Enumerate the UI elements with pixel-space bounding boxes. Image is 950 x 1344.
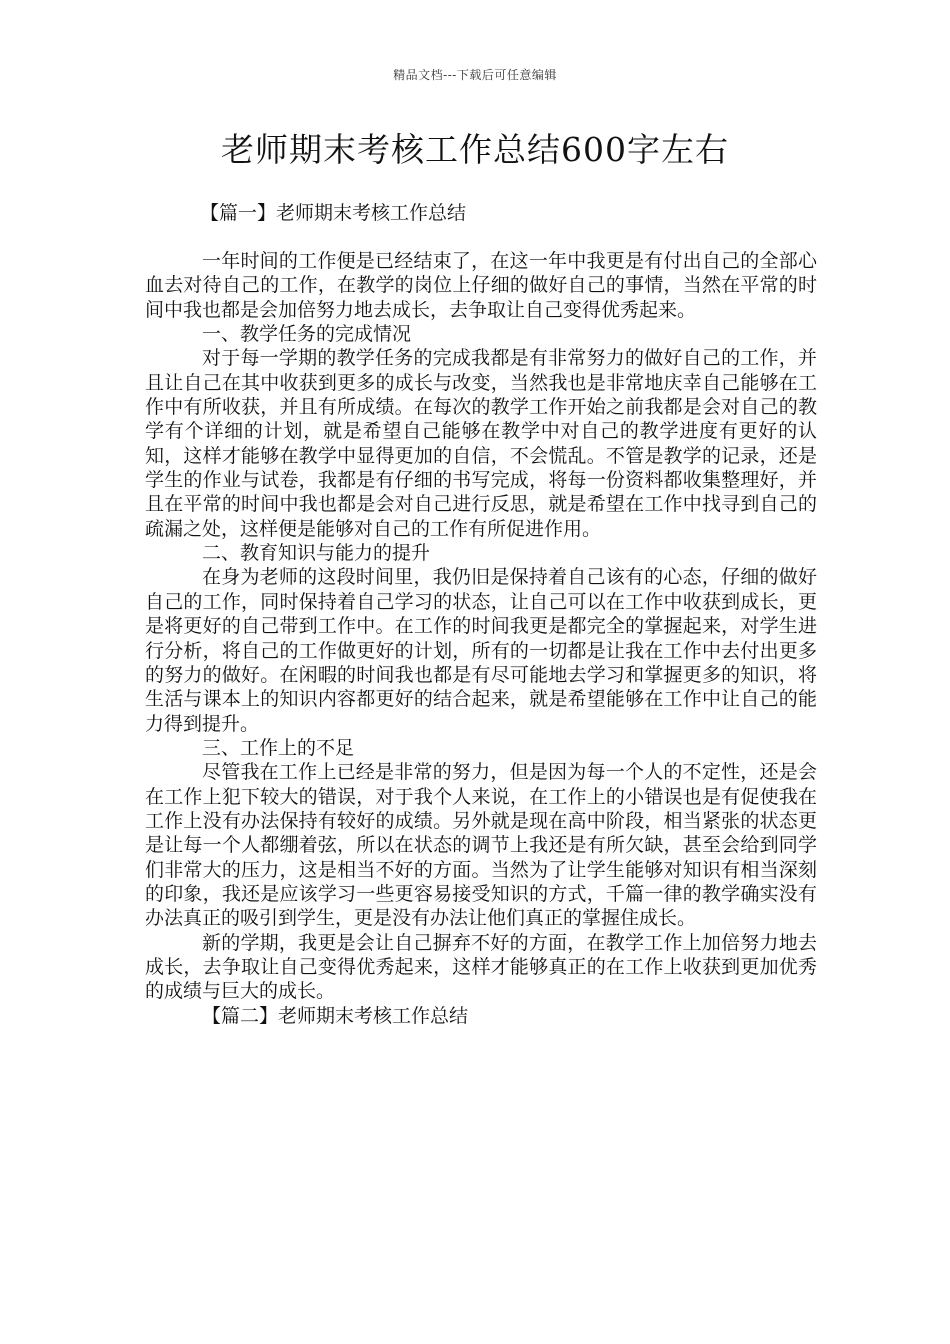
document-body	[145, 249, 817, 1028]
section-heading-2: 【篇二】老师期末考核工作总结	[202, 1004, 469, 1027]
subheading-1: 一、教学任务的完成情况	[202, 323, 412, 346]
subheading-3: 三、工作上的不足	[202, 736, 355, 759]
section-heading-1: 【篇一】老师期末考核工作总结	[200, 202, 467, 224]
subheading-2: 二、教育知识与能力的提升	[202, 542, 431, 565]
header-note: 精品文档---下载后可任意编辑	[393, 68, 557, 82]
paragraph-3: 尽管我在工作上已经是非常的努力，但是因为每一个人的不定性，还是会在工作上犯下较大的错误，对于我个人来说，在工作上的小错误也是有促使我在工作上没有办法保持有较好的成绩。另外就是现在高中阶段，相当紧张的状态更是让每一个人都绷着弦，所以在状态的调节上我还是有所欠缺，甚至会给到同学们非常大的压力，这是相当不好的方面。当然为了让学生能够对知识有相当深刻的印象，我还是应该学习一些更容易接受知识的方式，千篇一律的教学确实没有办法真正的吸引到学生，更是没有办法让他们真正的掌握住成长。	[145, 761, 817, 930]
intro-paragraph: 一年时间的工作便是已经结束了，在这一年中我更是有付出自己的全部心血去对待自己的工作，在教学的岗位上仔细的做好自己的事情，当然在平常的时间中我也都是会加倍努力地去成长，去争取让自己变得优秀起来。	[145, 250, 817, 321]
paragraph-4: 新的学期，我更是会让自己摒弃不好的方面，在教学工作上加倍努力地去成长，去争取让自己变得优秀起来，这样才能够真正的在工作上收获到更加优秀的成绩与巨大的成长。	[145, 931, 817, 1003]
page-title: 老师期末考核工作总结600字左右	[221, 130, 729, 169]
paragraph-2: 在身为老师的这段时间里，我仍旧是保持着自己该有的心态，仔细的做好自己的工作，同时保持着自己学习的状态，让自己可以在工作中收获到成长，更是将更好的自己带到工作中。在工作的时间我更是都完全的掌握起来，对学生进行分析，将自己的工作做更好的计划，所有的一切都是让我在工作中去付出更多的努力的做好。在闲暇的时间我也都是有尽可能地去学习和掌握更多的知识，将生活与课本上的知识内容都更好的结合起来，就是希望能够在工作中让自己的能力得到提升。	[145, 566, 817, 735]
paragraph-1: 对于每一学期的教学任务的完成我都是有非常努力的做好自己的工作，并且让自己在其中收获到更多的成长与改变，当然我也是非常地庆幸自己能够在工作中有所收获，并且有所成绩。在每次的教学工作开始之前我都是会对自己的教学有个详细的计划，就是希望自己能够在教学中对自己的教学进度有更好的认知，这样才能够在教学中显得更加的自信，不会慌乱。不管是教学的记录，还是学生的作业与试卷，我都是有仔细的书写完成，将每一份资料都收集整理好，并且在平常的时间中我也都是会对自己进行反思，就是希望在工作中找寻到自己的疏漏之处，这样便是能够对自己的工作有所促进作用。	[145, 347, 817, 540]
